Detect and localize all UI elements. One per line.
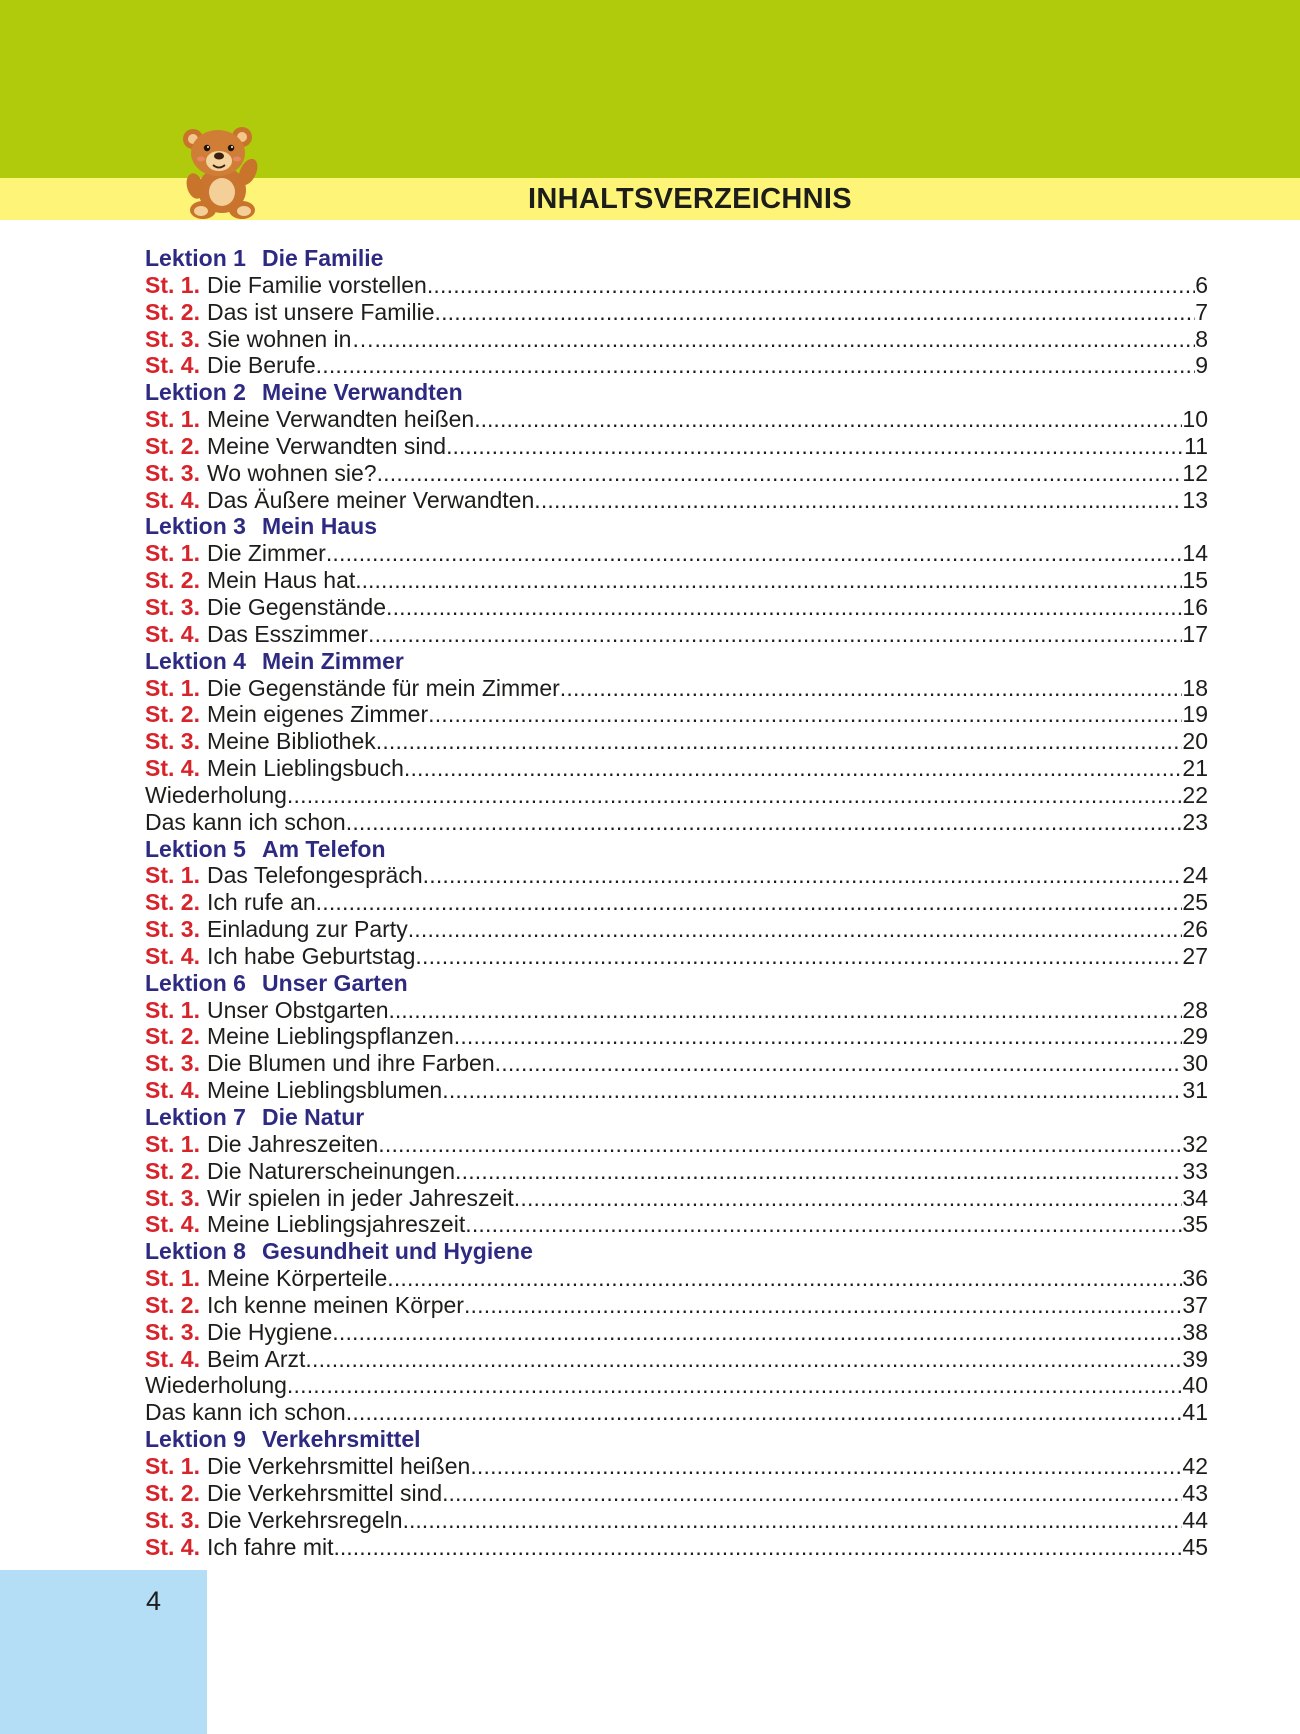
entry-page-number: 28: [1182, 996, 1208, 1023]
entry-page-number: 12: [1182, 459, 1208, 486]
step-label: St. 3.: [145, 1506, 200, 1533]
entry-title: Das kann ich schon: [145, 1399, 346, 1426]
dot-leader: [316, 889, 1183, 916]
dot-leader: [428, 701, 1182, 728]
entry-page-number: 7: [1195, 298, 1208, 325]
dot-leader: [378, 1131, 1182, 1158]
step-label: St. 2.: [145, 889, 200, 916]
entry-title: Unser Obstgarten...: [206, 996, 408, 1023]
entry-title: Meine Verwandten heißen...: [206, 406, 494, 433]
dot-leader: [316, 352, 1196, 379]
entry-page-number: 9: [1195, 352, 1208, 379]
toc-entry: [145, 433, 1208, 460]
page-number: 4: [146, 1586, 162, 1616]
entry-title: Die Naturerscheinungen: [206, 1157, 456, 1184]
entry-page-number: 40: [1182, 1372, 1208, 1399]
step-label: St. 4.: [145, 1533, 200, 1560]
dot-leader: [374, 567, 1182, 594]
step-label: St. 1.: [145, 1452, 200, 1479]
step-label: St. 1.: [145, 862, 200, 889]
step-label: St. 3.: [145, 728, 200, 755]
toc-entry: [145, 352, 1208, 379]
dot-leader: [422, 1507, 1183, 1534]
toc-entry: [145, 272, 1208, 299]
step-label: St. 3.: [145, 459, 200, 486]
entry-page-number: 32: [1182, 1130, 1208, 1157]
teddy-bear-icon: [176, 124, 268, 220]
toc-lesson-heading: [145, 245, 1208, 272]
entry-title: Mein eigenes Zimmer: [206, 701, 429, 728]
entry-title: Die Verkehrsmittel sind...: [206, 1479, 462, 1506]
step-label: St. 2.: [145, 1479, 200, 1506]
step-label: St. 3.: [145, 1050, 200, 1077]
step-label: St. 2.: [145, 298, 200, 325]
entry-title: Die Verkehrsregeln...: [206, 1506, 422, 1533]
lesson-number: Lektion 7: [145, 1104, 246, 1130]
dot-leader: [386, 594, 1182, 621]
step-label: St. 2.: [145, 701, 200, 728]
toc-entry: [145, 675, 1208, 702]
entry-page-number: 31: [1182, 1077, 1208, 1104]
step-label: St. 1.: [145, 674, 200, 701]
toc-entry: [145, 1265, 1208, 1292]
toc-lesson-heading: [145, 648, 1208, 675]
toc-entry: [145, 755, 1208, 782]
dot-leader: [346, 809, 1183, 836]
toc-lesson-heading: [145, 1104, 1208, 1131]
dot-leader: [408, 997, 1183, 1024]
toc-entry: [145, 567, 1208, 594]
entry-page-number: 26: [1182, 916, 1208, 943]
toc-entry: [145, 1050, 1208, 1077]
entry-title: Meine Körperteile: [206, 1265, 388, 1292]
entry-title: Wiederholung: [145, 781, 287, 808]
dot-leader: [305, 1346, 1182, 1373]
lesson-number: Lektion 6: [145, 969, 246, 996]
toc-lesson-heading: [145, 1238, 1208, 1265]
entry-title: Beim Arzt: [206, 1345, 306, 1372]
lesson-number: Lektion 9: [145, 1426, 246, 1453]
entry-title: Die Familie vorstellen: [206, 271, 427, 298]
lesson-title: Die Familie: [261, 245, 384, 271]
lesson-title: Am Telefon: [261, 835, 386, 862]
step-label: St. 3.: [145, 325, 200, 352]
step-label: St. 2.: [145, 1023, 200, 1050]
dot-leader: [534, 487, 1182, 514]
dot-leader: [560, 675, 1183, 702]
entry-title: Die Jahreszeiten: [206, 1130, 379, 1157]
table-of-contents: [145, 245, 1208, 1560]
dot-leader: [287, 782, 1182, 809]
dot-leader: [427, 272, 1195, 299]
toc-entry: [145, 862, 1208, 889]
toc-entry: [145, 460, 1208, 487]
lesson-title: Mein Haus: [261, 513, 377, 540]
entry-title: Die Verkehrsmittel heißen: [206, 1452, 471, 1479]
toc-entry: [145, 943, 1208, 970]
dot-leader: [461, 1480, 1182, 1507]
toc-entry: [145, 809, 1208, 836]
entry-title: Das kann ich schon: [145, 808, 346, 835]
toc-entry: [145, 1399, 1208, 1426]
toc-entry: [145, 1023, 1208, 1050]
entry-title: Sie wohnen in…: [206, 325, 375, 352]
entry-title: Die Berufe: [206, 352, 316, 379]
lesson-number: Lektion 4: [145, 647, 246, 674]
toc-entry: [145, 487, 1208, 514]
toc-lesson-heading: [145, 513, 1208, 540]
entry-title: Ich kenne meinen Körper: [206, 1291, 464, 1318]
dot-leader: [408, 916, 1183, 943]
entry-page-number: 37: [1182, 1291, 1208, 1318]
step-label: St. 1.: [145, 271, 200, 298]
dot-leader: [470, 1453, 1182, 1480]
entry-title: Mein Haus hat...: [206, 567, 375, 594]
lesson-title: Unser Garten: [261, 969, 408, 996]
entry-title: Die Blumen und ihre Farben: [206, 1050, 495, 1077]
entry-page-number: 18: [1182, 674, 1208, 701]
toc-lesson-heading: [145, 379, 1208, 406]
toc-lesson-heading: [145, 1426, 1208, 1453]
toc-lesson-heading: [145, 970, 1208, 997]
entry-page-number: 21: [1182, 755, 1208, 782]
entry-title: Das Esszimmer: [206, 620, 368, 647]
toc-entry: [145, 889, 1208, 916]
toc-entry: [145, 326, 1208, 353]
dot-leader: [404, 755, 1183, 782]
entry-page-number: 36: [1182, 1265, 1208, 1292]
entry-page-number: 34: [1182, 1184, 1208, 1211]
lesson-title: Meine Verwandten: [261, 379, 463, 406]
dot-leader: [464, 1292, 1182, 1319]
dot-leader: [442, 1077, 1182, 1104]
entry-title: Ich fahre mit...: [206, 1533, 353, 1560]
entry-page-number: 6: [1195, 271, 1208, 298]
dot-leader: [415, 943, 1182, 970]
dot-leader: [287, 1372, 1182, 1399]
dot-leader: [493, 406, 1182, 433]
toc-entry: [145, 1131, 1208, 1158]
footer-color-block: [0, 1570, 207, 1734]
dot-leader: [368, 621, 1182, 648]
toc-entry: [145, 406, 1208, 433]
toc-entry: [145, 701, 1208, 728]
toc-entry: [145, 1534, 1208, 1561]
toc-entry: [145, 1372, 1208, 1399]
lesson-title: Mein Zimmer: [261, 647, 404, 674]
toc-entry: [145, 621, 1208, 648]
toc-entry: [145, 1211, 1208, 1238]
entry-page-number: 30: [1182, 1050, 1208, 1077]
dot-leader: [495, 1050, 1183, 1077]
entry-page-number: 45: [1182, 1533, 1208, 1560]
entry-title: Die Hygiene: [206, 1318, 333, 1345]
toc-lesson-heading: [145, 836, 1208, 863]
toc-entry: [145, 728, 1208, 755]
entry-title: Die Zimmer: [206, 540, 326, 567]
step-label: St. 3.: [145, 1184, 200, 1211]
entry-page-number: 19: [1182, 701, 1208, 728]
entry-page-number: 24: [1182, 862, 1208, 889]
entry-page-number: 38: [1182, 1318, 1208, 1345]
entry-page-number: 13: [1182, 486, 1208, 513]
dot-leader: [423, 862, 1183, 889]
entry-title: Einladung zur Party: [206, 916, 408, 943]
lesson-number: Lektion 5: [145, 835, 246, 862]
toc-entry: [145, 1480, 1208, 1507]
entry-title: Ich rufe an: [206, 889, 316, 916]
dot-leader: [332, 1319, 1182, 1346]
entry-title: Die Gegenstände für mein Zimmer: [206, 674, 560, 701]
entry-page-number: 29: [1182, 1023, 1208, 1050]
step-label: St. 2.: [145, 1157, 200, 1184]
dot-leader: [377, 460, 1183, 487]
step-label: St. 1.: [145, 1130, 200, 1157]
dot-leader: [346, 1399, 1183, 1426]
dot-leader: [353, 1534, 1183, 1561]
lesson-title: Gesundheit und Hygiene: [261, 1238, 533, 1265]
entry-title: Das Äußere meiner Verwandten: [206, 486, 535, 513]
step-label: St. 3.: [145, 593, 200, 620]
step-label: St. 4.: [145, 352, 200, 379]
entry-page-number: 44: [1182, 1506, 1208, 1533]
lesson-number: Lektion 8: [145, 1238, 246, 1265]
entry-page-number: 25: [1182, 889, 1208, 916]
toc-entry: [145, 1453, 1208, 1480]
entry-page-number: 41: [1182, 1399, 1208, 1426]
toc-entry: [145, 997, 1208, 1024]
step-label: St. 1.: [145, 996, 200, 1023]
toc-entry: [145, 1185, 1208, 1212]
toc-entry: [145, 540, 1208, 567]
step-label: St. 2.: [145, 1291, 200, 1318]
step-label: St. 1.: [145, 540, 200, 567]
entry-title: Meine Lieblingsjahreszeit: [206, 1211, 466, 1238]
entry-title: Wo wohnen sie?: [206, 459, 377, 486]
toc-entry: [145, 1077, 1208, 1104]
toc-entry: [145, 594, 1208, 621]
step-label: St. 4.: [145, 486, 200, 513]
entry-title: Meine Verwandten sind...: [206, 432, 466, 459]
entry-title: Wir spielen in jeder Jahreszeit: [206, 1184, 514, 1211]
step-label: St. 4.: [145, 1211, 200, 1238]
dot-leader: [465, 433, 1184, 460]
dot-leader: [326, 540, 1183, 567]
entry-page-number: 17: [1182, 620, 1208, 647]
entry-page-number: 33: [1182, 1157, 1208, 1184]
entry-title: Mein Lieblingsbuch: [206, 755, 404, 782]
entry-page-number: 11: [1184, 432, 1208, 459]
step-label: St. 4.: [145, 1345, 200, 1372]
entry-page-number: 14: [1182, 540, 1208, 567]
dot-leader: [374, 326, 1195, 353]
lesson-title: Verkehrsmittel: [261, 1426, 421, 1453]
entry-title: Ich habe Geburtstag: [206, 942, 416, 969]
dot-leader: [455, 1158, 1182, 1185]
toc-entry: [145, 1158, 1208, 1185]
entry-page-number: 43: [1182, 1479, 1208, 1506]
lesson-number: Lektion 1: [145, 245, 246, 271]
dot-leader: [514, 1185, 1183, 1212]
toc-entry: [145, 1292, 1208, 1319]
entry-page-number: 16: [1182, 593, 1208, 620]
entry-page-number: 42: [1182, 1452, 1208, 1479]
entry-page-number: 10: [1182, 406, 1208, 433]
entry-page-number: 22: [1182, 781, 1208, 808]
dot-leader: [454, 1023, 1183, 1050]
step-label: St. 3.: [145, 1318, 200, 1345]
lesson-number: Lektion 3: [145, 513, 246, 540]
entry-page-number: 39: [1182, 1345, 1208, 1372]
entry-title: Meine Bibliothek: [206, 728, 376, 755]
entry-page-number: 15: [1182, 567, 1208, 594]
toc-entry: [145, 299, 1208, 326]
step-label: St. 1.: [145, 1265, 200, 1292]
entry-page-number: 8: [1195, 325, 1208, 352]
entry-title: Meine Lieblingspflanzen: [206, 1023, 454, 1050]
lesson-title: Die Natur: [261, 1104, 365, 1130]
page-title: INHALTSVERZEICHNIS: [528, 183, 852, 215]
dot-leader: [376, 728, 1183, 755]
dot-leader: [465, 1211, 1182, 1238]
toc-entry: [145, 782, 1208, 809]
entry-page-number: 23: [1182, 808, 1208, 835]
step-label: St. 3.: [145, 916, 200, 943]
step-label: St. 4.: [145, 755, 200, 782]
step-label: St. 4.: [145, 620, 200, 647]
entry-page-number: 35: [1182, 1211, 1208, 1238]
step-label: St. 1.: [145, 406, 200, 433]
toc-entry: [145, 916, 1208, 943]
step-label: St. 4.: [145, 1077, 200, 1104]
entry-title: Wiederholung: [145, 1372, 287, 1399]
step-label: St. 2.: [145, 432, 200, 459]
dot-leader: [435, 299, 1196, 326]
step-label: St. 4.: [145, 942, 200, 969]
toc-entry: [145, 1346, 1208, 1373]
entry-page-number: 20: [1182, 728, 1208, 755]
dot-leader: [387, 1265, 1182, 1292]
entry-title: Das Telefongespräch: [206, 862, 423, 889]
step-label: St. 2.: [145, 567, 200, 594]
entry-title: Das ist unsere Familie: [206, 298, 435, 325]
entry-title: Meine Lieblingsblumen: [206, 1077, 443, 1104]
toc-entry: [145, 1507, 1208, 1534]
entry-page-number: 27: [1182, 942, 1208, 969]
lesson-number: Lektion 2: [145, 379, 246, 406]
entry-title: Die Gegenstände: [206, 593, 386, 620]
toc-entry: [145, 1319, 1208, 1346]
